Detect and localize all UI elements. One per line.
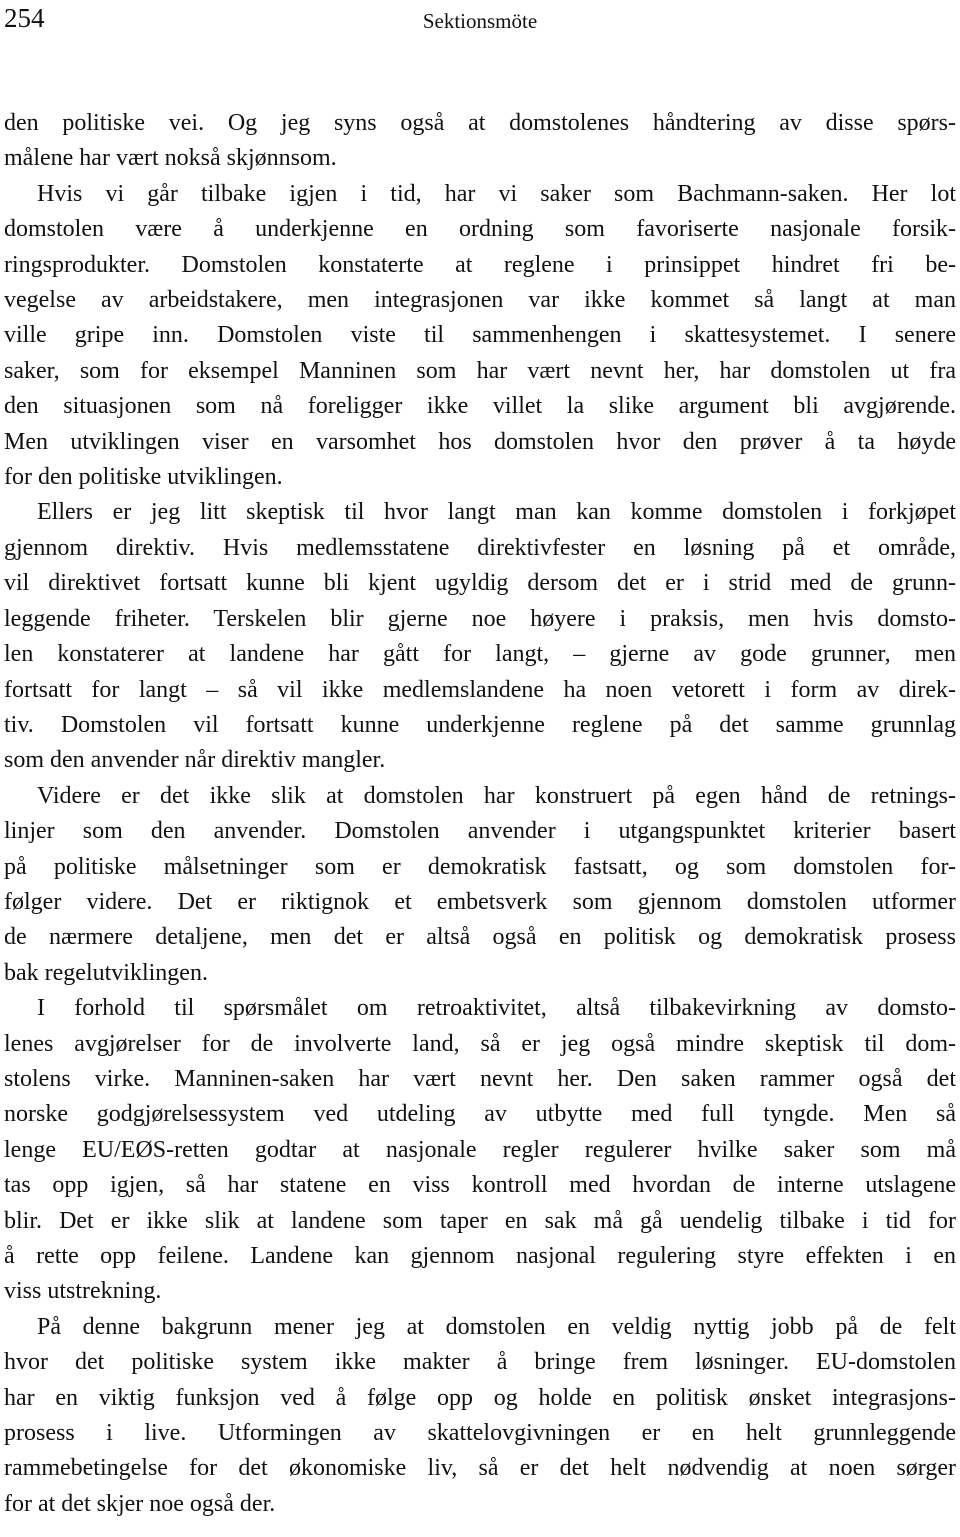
text-line: gjennom direktiv. Hvis medlemsstatene direktivfester en løsning på et område, <box>4 534 956 561</box>
text-line: linjer som den anvender. Domstolen anvender i utgangspunktet kriterier basert <box>4 818 956 845</box>
text-line: som den anvender når direktiv mangler. <box>4 747 386 774</box>
paragraph <box>4 177 956 496</box>
text-line: Ellers er jeg litt skeptisk til hvor langt man kan komme domstolen i forkjøpet <box>37 499 956 526</box>
text-line: len konstaterer at landene har gått for langt, – gjerne av gode grunner, men <box>4 641 956 668</box>
text-line: målene har vært nokså skjønnsom. <box>4 145 337 172</box>
text-line: den situasjonen som nå foreligger ikke villet la slike argument bli avgjørende. <box>4 393 956 420</box>
page-number: 254 <box>4 3 45 33</box>
text-line: Videre er det ikke slik at domstolen har konstruert på egen hånd de retnings- <box>37 782 956 809</box>
page-header <box>0 0 960 40</box>
text-line: fortsatt for langt – så vil ikke medlemslandene ha noen vetorett i form av direk- <box>4 676 956 703</box>
text-line: følger videre. Det er riktignok et embetsverk som gjennom domstolen utformer <box>4 888 956 915</box>
text-line: stolens virke. Manninen-saken har vært nevnt her. Den saken rammer også det <box>4 1065 956 1092</box>
text-line: lenge EU/EØS-retten godtar at nasjonale regler regulerer hvilke saker som må <box>4 1136 956 1163</box>
text-line: har en viktig funksjon ved å følge opp og holde en politisk ønsket integrasjons- <box>4 1384 956 1411</box>
text-line: å rette opp feilene. Landene kan gjennom nasjonal regulering styre effekten i en <box>4 1243 956 1269</box>
running-head: Sektionsmöte <box>422 9 538 33</box>
text-line: prosess i live. Utformingen av skattelovgivningen er en helt grunnleggende <box>4 1420 956 1447</box>
text-line: tiv. Domstolen vil fortsatt kunne underkjenne reglene på det samme grunnlag <box>4 711 956 738</box>
text-line: viss utstrekning. <box>4 1278 162 1305</box>
text-line: på politiske målsetninger som er demokratisk fastsatt, og som domstolen for- <box>4 853 956 880</box>
text-line: for at det skjer noe også der. <box>4 1490 276 1517</box>
text-line: lenes avgjørelser for de involverte land, så er jeg også mindre skeptisk til dom- <box>4 1030 956 1057</box>
text-line: ringsprodukter. Domstolen konstaterte at reglene i prinsippet hindret fri be- <box>4 251 956 278</box>
text-line: hvor det politiske system ikke makter å bringe frem løsninger. EU-domstolen <box>4 1349 956 1376</box>
text-line: saker, som for eksempel Manninen som har vært nevnt her, har domstolen ut fra <box>4 357 956 384</box>
text-line: På denne bakgrunn mener jeg at domstolen en veldig nyttig jobb på de felt <box>37 1313 956 1340</box>
text-line: leggende friheter. Terskelen blir gjerne noe høyere i praksis, men hvis domsto- <box>4 605 956 632</box>
text-line: tas opp igjen, så har statene en viss kontroll med hvordan de interne utslagene <box>4 1172 956 1199</box>
text-line: Men utviklingen viser en varsomhet hos domstolen hvor den prøver å ta høyde <box>4 428 956 455</box>
text-line: norske godgjørelsessystem ved utdeling av utbytte med full tyngde. Men så <box>4 1101 956 1128</box>
paragraph <box>4 495 956 778</box>
paragraph <box>4 1310 956 1522</box>
paragraph <box>4 991 956 1310</box>
text-line: Hvis vi går tilbake igjen i tid, har vi saker som Bachmann-saken. Her lot <box>37 180 956 207</box>
text-line: rammebetingelse for det økonomiske liv, så er det helt nødvendig at noen sørger <box>4 1455 956 1482</box>
text-line: vil direktivet fortsatt kunne bli kjent ugyldig dersom det er i strid med de grunn- <box>4 570 956 597</box>
text-line: vegelse av arbeidstakere, men integrasjonen var ikke kommet så langt at man <box>4 287 956 314</box>
text-line: de nærmere detaljene, men det er altså også en politisk og demokratisk prosess <box>4 924 956 951</box>
text-line: ville gripe inn. Domstolen viste til sammenhengen i skattesystemet. I senere <box>4 322 956 349</box>
text-line: I forhold til spørsmålet om retroaktivitet, altså tilbakevirkning av domsto- <box>37 995 956 1022</box>
text-line: den politiske vei. Og jeg syns også at domstolenes håndtering av disse spørs- <box>4 110 956 136</box>
body-text <box>4 106 956 1522</box>
paragraph <box>4 106 956 177</box>
paragraph <box>4 779 956 991</box>
text-line: domstolen være å underkjenne en ordning som favoriserte nasjonale forsik- <box>4 216 956 243</box>
text-line: blir. Det er ikke slik at landene som taper en sak må gå uendelig tilbake i tid for <box>4 1207 956 1234</box>
text-line: bak regelutviklingen. <box>4 959 208 986</box>
text-line: for den politiske utviklingen. <box>4 464 283 491</box>
